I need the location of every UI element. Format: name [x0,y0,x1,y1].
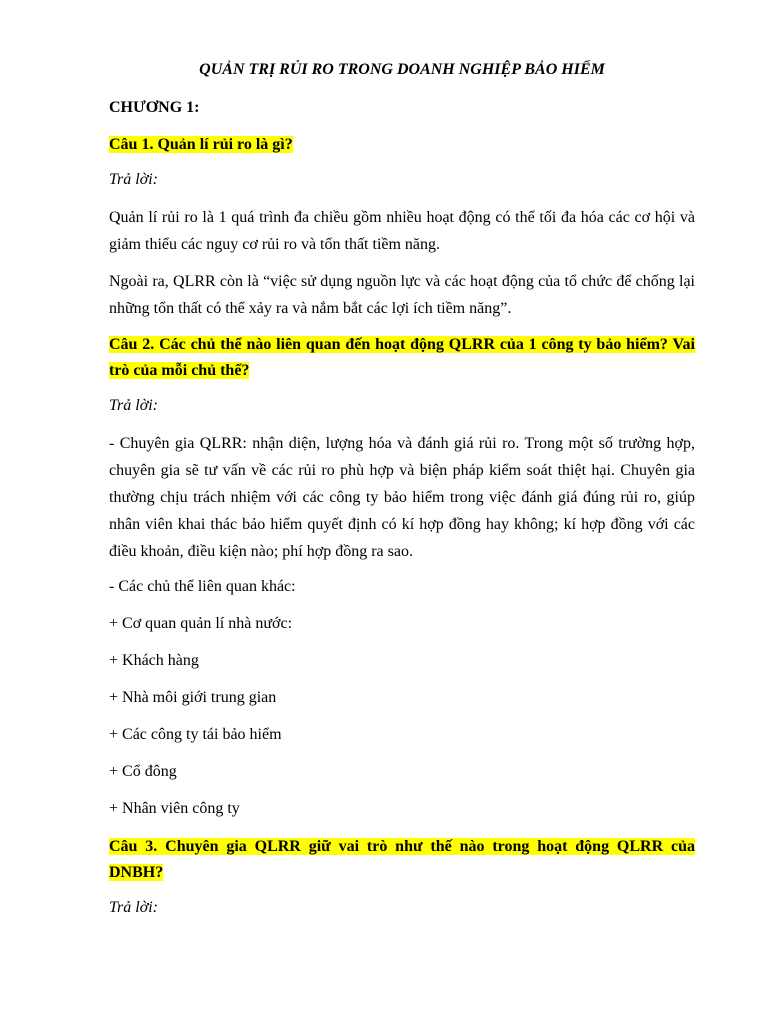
document-title: QUẢN TRỊ RỦI RO TRONG DOANH NGHIỆP BẢO HIỂM [199,61,605,78]
answer-label-3: Trả lời: [109,899,158,916]
list-item: + Khách hàng [109,652,199,669]
q2-paragraph-1: - Chuyên gia QLRR: nhận diện, lượng hóa và đánh giá rủi ro. Trong một số trường hợp, chuyên gia sẽ tư vấn về các rủi ro phù hợp và biện pháp kiểm soát thiệt hại. Chuyên gia thường chịu trách nhiệm với các công ty bảo hiểm trong việc đánh giá đúng rủi ro, giúp nhân viên khai thác bảo hiểm quyết định có kí hợp đồng hay không; kí hợp đồng với các điều khoản, điều kiện nào; phí hợp đồng ra sao. [109,435,695,560]
list-item: + Nhà môi giới trung gian [109,689,277,706]
list-item: + Nhân viên công ty [109,800,240,817]
answer-label-1: Trả lời: [109,171,158,188]
chapter-heading: CHƯƠNG 1: [109,99,200,116]
answer-label-2: Trả lời: [109,397,158,414]
q1-paragraph-1: Quản lí rủi ro là 1 quá trình đa chiều gồm nhiều hoạt động có thể tối đa hóa các cơ hội và giảm thiểu các nguy cơ rủi ro và tổn thất tiềm năng. [109,209,695,253]
q2-list-intro: - Các chủ thể liên quan khác: [109,578,296,595]
question-2-text: Câu 2. Các chủ thể nào liên quan đến hoạt động QLRR của 1 công ty bảo hiểm? Vai trò của mỗi chủ thể? [109,336,695,379]
list-item: + Cổ đông [109,763,177,780]
list-item: + Cơ quan quản lí nhà nước: [109,615,293,632]
document-page [109,58,695,932]
q1-paragraph-2: Ngoài ra, QLRR còn là “việc sử dụng nguồn lực và các hoạt động của tổ chức để chống lại những tổn thất có thể xảy ra và nắm bắt các lợi ích tiềm năng”. [109,273,695,317]
question-3-text: Câu 3. Chuyên gia QLRR giữ vai trò như thế nào trong hoạt động QLRR của DNBH? [109,838,695,881]
list-item: + Các công ty tái bảo hiểm [109,726,282,743]
question-3 [109,834,695,886]
question-2 [109,332,695,384]
question-1 [109,132,695,158]
question-1-text: Câu 1. Quản lí rủi ro là gì? [109,136,293,153]
